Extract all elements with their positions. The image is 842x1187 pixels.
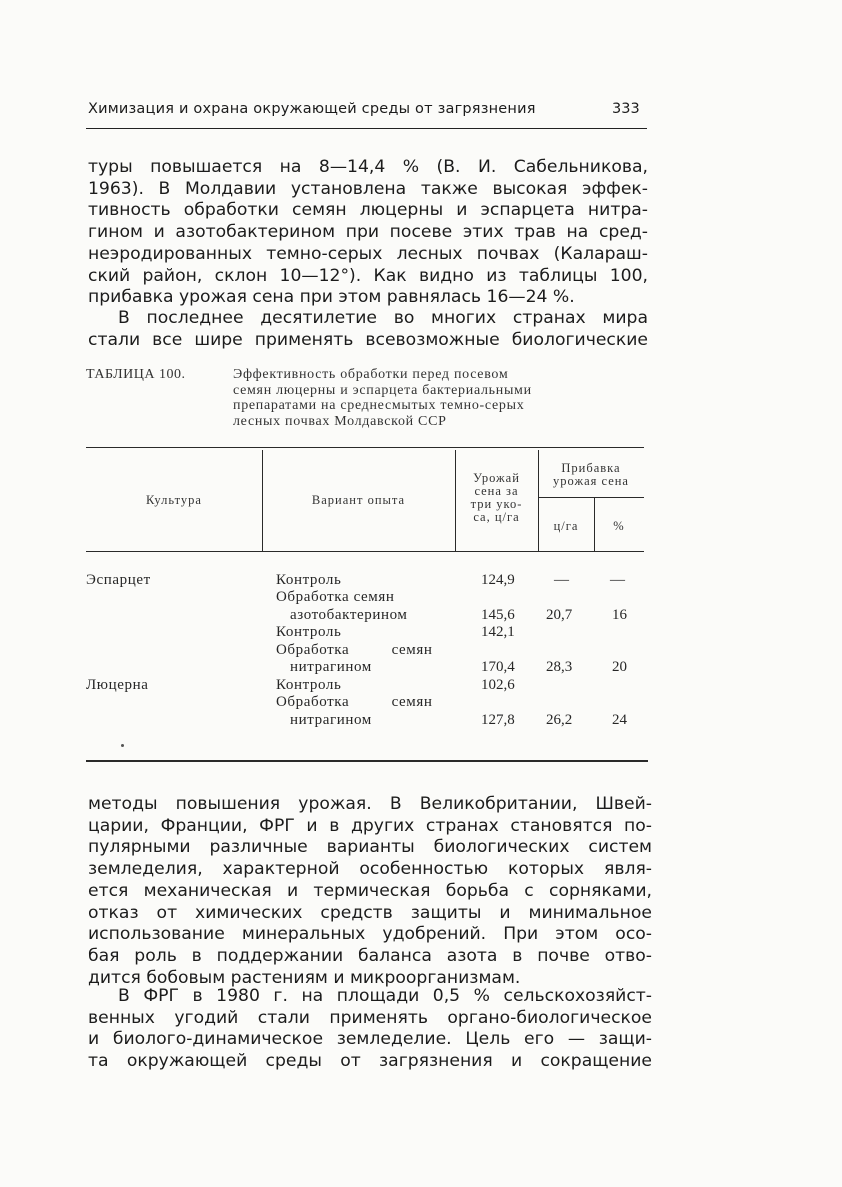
text-line: венных угодий стали применять органо-биологическое xyxy=(88,1007,652,1028)
cell-culture: Люцерна xyxy=(86,677,149,693)
table-caption xyxy=(233,367,643,429)
cell-variant: Обработка семян xyxy=(276,589,395,605)
cell-culture: Эспарцет xyxy=(86,572,151,588)
cell-percent: — xyxy=(610,572,625,588)
table-header-rule xyxy=(86,551,644,552)
caption-line: препаратами на среднесмытых темно-серых xyxy=(233,398,525,413)
paragraph-4 xyxy=(88,986,652,1073)
running-header-title: Химизация и охрана окружающей среды от загрязнения xyxy=(88,101,536,117)
table-subheader-rule xyxy=(538,497,644,498)
text-line: стали все шире применять всевозможные биологические xyxy=(88,329,648,350)
header-increase xyxy=(538,462,644,488)
header-culture: Культура xyxy=(146,493,202,507)
text-line: тивность обработки семян люцерны и эспарцета нитра- xyxy=(88,200,648,221)
text-line: земледелия, характерной особенностью которых явля- xyxy=(88,859,652,880)
cell-yield: 145,6 xyxy=(481,607,515,623)
text-line: ский район, склон 10—12°). Как видно из таблицы 100, xyxy=(88,265,648,286)
caption-line: Эффективность обработки перед посевом xyxy=(233,367,509,382)
cell-variant: Обработка семян xyxy=(276,642,433,658)
cell-variant: Контроль xyxy=(276,624,342,640)
cell-variant: Обработка семян xyxy=(276,694,433,710)
text-line: туры повышается на 8—14,4 % (В. И. Сабельникова, xyxy=(88,157,648,177)
cell-variant: Контроль xyxy=(276,677,342,693)
cell-yield: 170,4 xyxy=(481,659,515,675)
print-speck xyxy=(121,744,124,747)
header-yield-line: сена за xyxy=(474,484,519,498)
cell-increase: — xyxy=(554,572,569,588)
header-increase-line: Прибавка xyxy=(561,461,621,475)
table-top-rule xyxy=(86,447,644,448)
cell-increase: 20,7 xyxy=(546,607,573,623)
table-label: ТАБЛИЦА 100. xyxy=(86,367,186,382)
text-line: и биолого-динамическое земледелие. Цель его — защи- xyxy=(88,1029,652,1050)
header-increase-unit: ц/га xyxy=(553,519,579,533)
text-line: пулярными различные варианты биологических систем xyxy=(88,837,652,858)
cell-yield: 124,9 xyxy=(481,572,515,588)
cell-variant: азотобактерином xyxy=(290,607,408,623)
header-increase-line: урожая сена xyxy=(553,474,629,488)
cell-variant: нитрагином xyxy=(290,712,372,728)
header-variant: Вариант опыта xyxy=(311,493,406,507)
header-yield-line: Урожай xyxy=(473,471,520,485)
text-line: та окружающей среды от загрязнения и сокращение xyxy=(88,1051,652,1072)
page-number: 333 xyxy=(612,101,640,117)
text-line: неэродированных темно-серых лесных почвах (Калараш- xyxy=(88,243,648,264)
text-line: В ФРГ в 1980 г. на площади 0,5 % сельскохозяйст- xyxy=(118,986,652,1006)
header-yield xyxy=(455,472,538,524)
text-line: прибавка урожая сена при этом равнялась 16—24 %. xyxy=(88,287,575,308)
caption-line: лесных почвах Молдавской ССР xyxy=(233,413,447,429)
cell-variant: нитрагином xyxy=(290,659,372,675)
header-increase-percent: % xyxy=(613,519,625,533)
text-line: В последнее десятилетие во многих странах мира xyxy=(118,308,648,328)
text-line: царии, Франции, ФРГ и в других странах становятся по- xyxy=(88,815,652,836)
text-line: использование минеральных удобрений. При этом осо- xyxy=(88,924,652,945)
cell-percent: 24 xyxy=(612,712,627,728)
text-line: методы повышения урожая. В Великобритании, Швей- xyxy=(88,794,652,814)
cell-yield: 102,6 xyxy=(481,677,515,693)
cell-percent: 20 xyxy=(612,659,627,675)
cell-variant: Контроль xyxy=(276,572,342,588)
text-line: бая роль в поддержании баланса азота в почве отво- xyxy=(88,945,652,966)
paragraph-3 xyxy=(88,794,652,989)
text-line: гином и азотобактерином при посеве этих трав на сред- xyxy=(88,222,648,243)
text-line: отказ от химических средств защиты и минимальное xyxy=(88,902,652,923)
caption-line: семян люцерны и эспарцета бактериальными xyxy=(233,382,532,398)
cell-yield: 142,1 xyxy=(481,624,515,640)
header-yield-line: три уко- xyxy=(470,497,523,511)
paragraph-2 xyxy=(88,308,648,351)
text-line: дится бобовым растениям и микроорганизмам. xyxy=(88,967,521,988)
paragraph-1 xyxy=(88,157,648,309)
cell-yield: 127,8 xyxy=(481,712,515,728)
header-rule xyxy=(86,128,647,129)
header-yield-line: са, ц/га xyxy=(473,510,520,524)
table-bottom-rule xyxy=(86,760,648,762)
cell-percent: 16 xyxy=(612,607,627,623)
cell-increase: 28,3 xyxy=(546,659,573,675)
text-line: 1963). В Молдавии установлена также высокая эффек- xyxy=(88,178,648,199)
text-line: ется механическая и термическая борьба с сорняками, xyxy=(88,880,652,901)
cell-increase: 26,2 xyxy=(546,712,573,728)
